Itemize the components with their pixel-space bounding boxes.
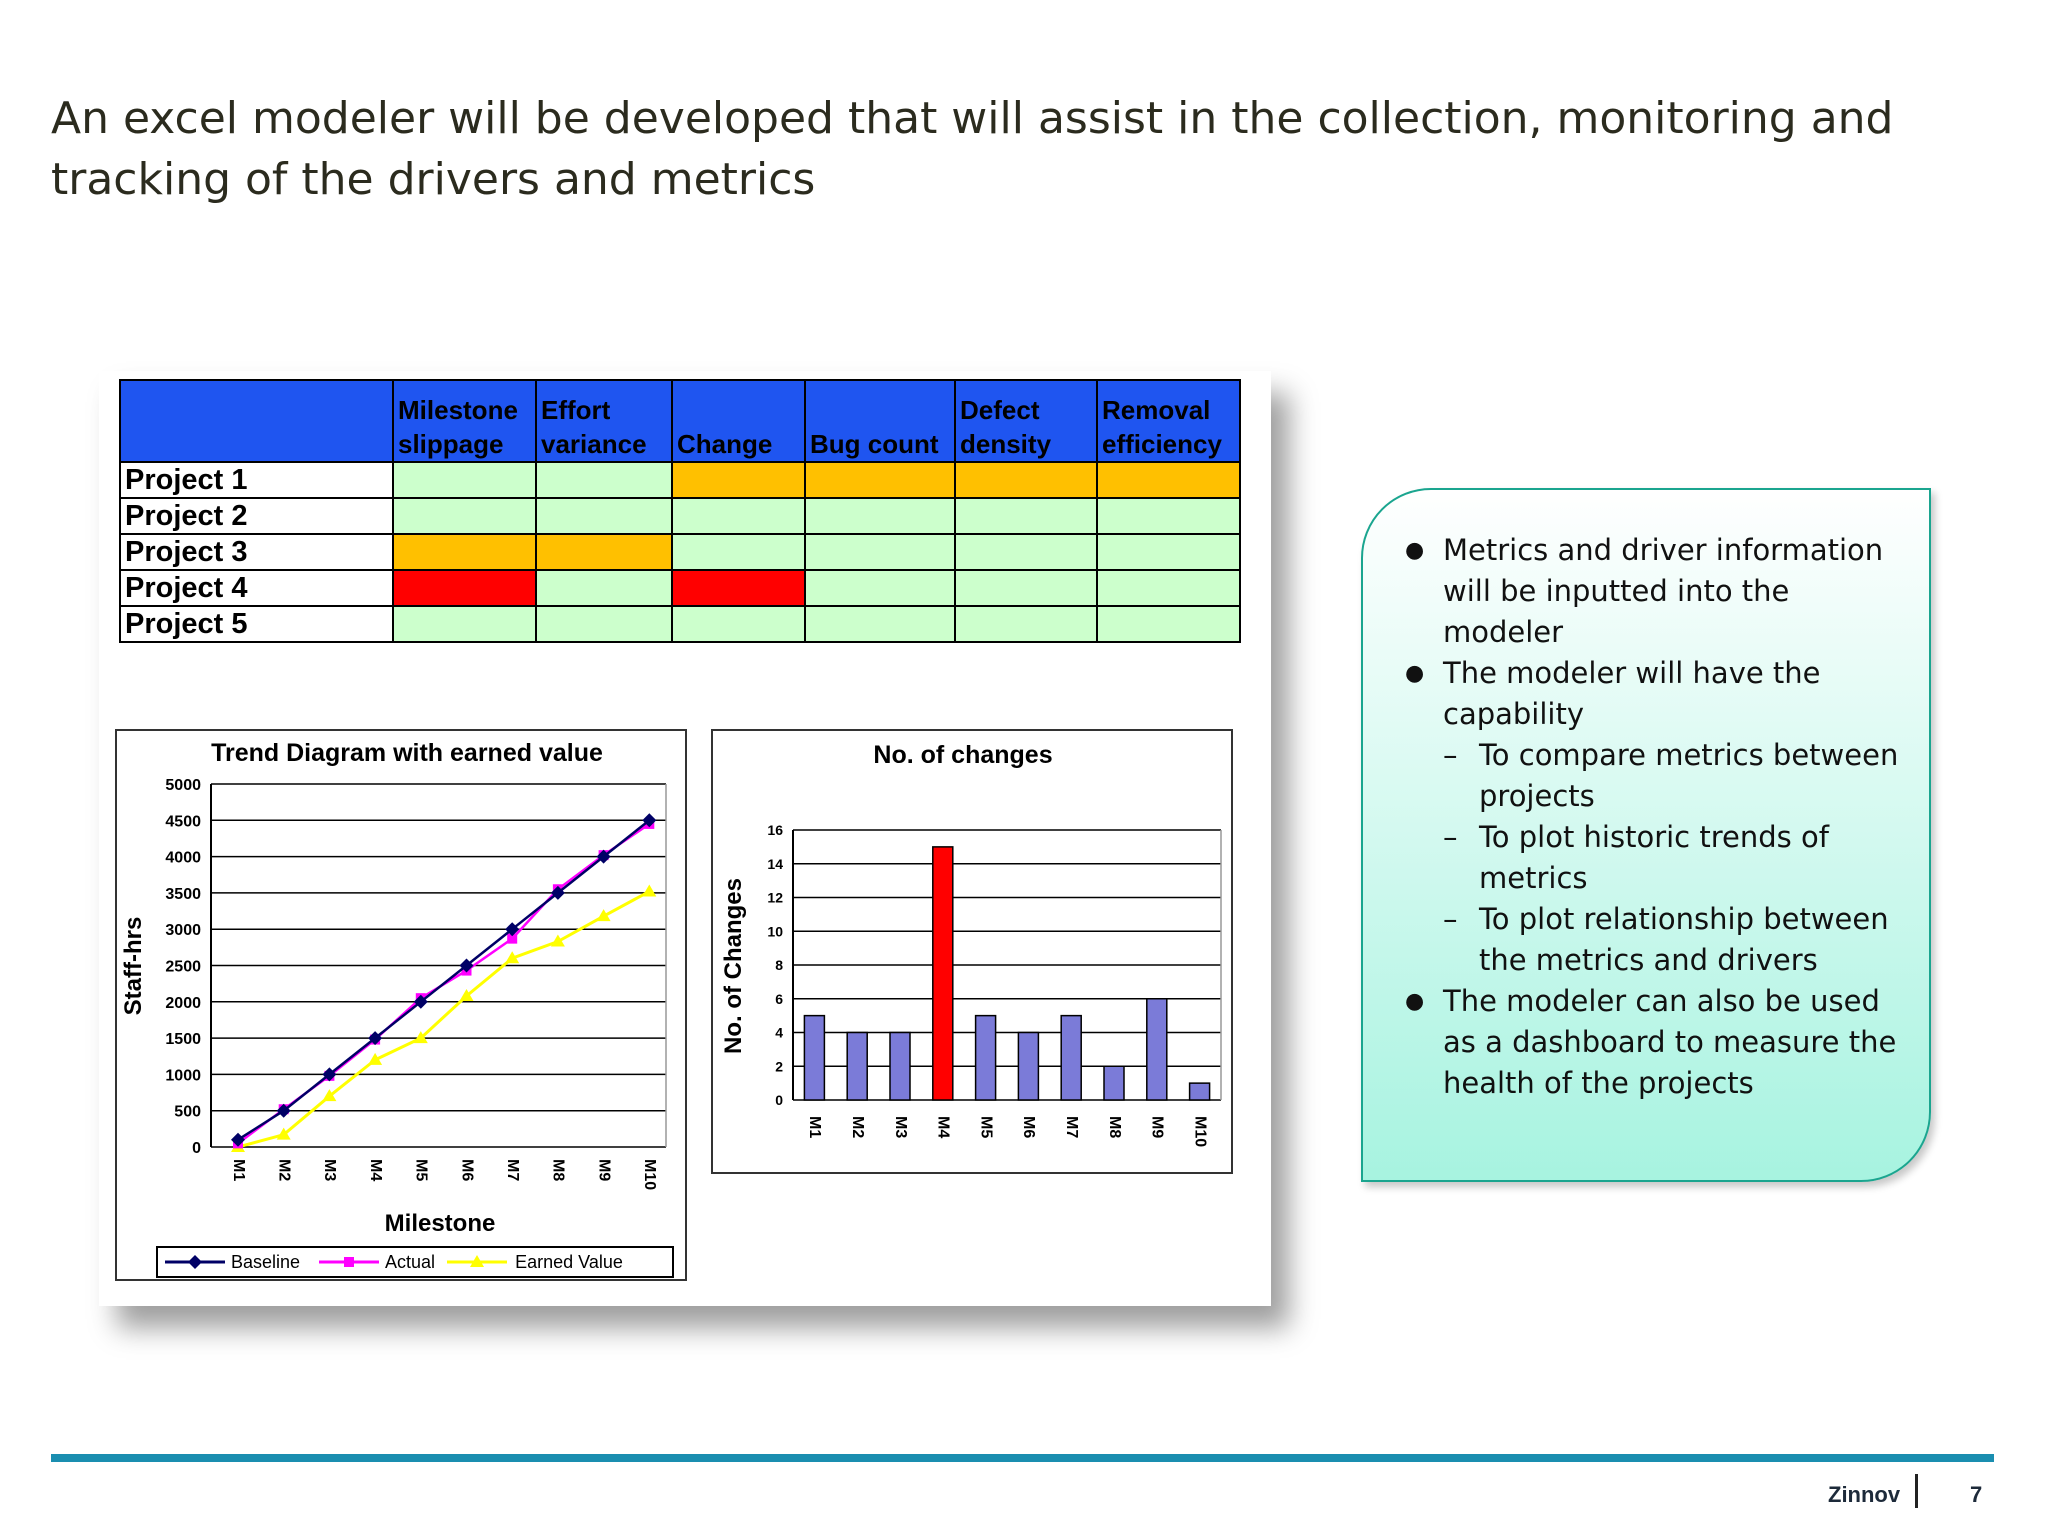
y-tick-label: 2500 (165, 958, 201, 976)
legend-label: Baseline (231, 1252, 301, 1272)
header-defect-density: Defect density (955, 380, 1097, 462)
y-axis-label: No. of Changes (720, 877, 747, 1055)
x-tick-label: M7 (1062, 1116, 1080, 1139)
status-cell (805, 462, 955, 498)
status-cell (1097, 570, 1240, 606)
status-cell (1097, 462, 1240, 498)
changes-chart (711, 729, 1233, 1174)
page-number: 7 (1970, 1482, 1983, 1507)
trend-chart (115, 729, 687, 1281)
x-tick-label: M4 (934, 1116, 952, 1139)
table-row (120, 534, 1240, 570)
status-cell (393, 570, 536, 606)
bar-m1 (804, 1016, 824, 1100)
status-cell (393, 606, 536, 642)
chart-title: Trend Diagram with earned value (211, 739, 603, 767)
status-cell (672, 462, 805, 498)
x-tick-label: M5 (977, 1116, 995, 1139)
bar-m2 (847, 1033, 867, 1101)
x-tick-label: M8 (549, 1159, 567, 1182)
y-tick-label: 1500 (165, 1031, 201, 1049)
legend-label: Earned Value (515, 1252, 623, 1272)
y-tick-label: 0 (192, 1140, 201, 1157)
y-tick-label: 3500 (165, 885, 201, 903)
status-cell (536, 498, 672, 534)
header-change: Change (672, 380, 805, 462)
x-tick-label: M1 (806, 1116, 824, 1139)
callout-subbullet: – To plot relationship between the metrics and drivers (1405, 899, 1909, 981)
status-cell (805, 606, 955, 642)
bar-m4 (933, 847, 953, 1100)
y-tick-label: 4500 (165, 813, 201, 831)
x-tick-label: M7 (503, 1159, 521, 1182)
status-cell (672, 498, 805, 534)
callout-subbullet: – To compare metrics between projects (1405, 735, 1909, 817)
status-cell (672, 570, 805, 606)
x-tick-label: M6 (1020, 1116, 1038, 1139)
x-tick-label: M9 (1148, 1116, 1166, 1139)
y-tick-label: 5000 (165, 777, 201, 794)
callout-bullet: ● The modeler can also be used as a dashboard to measure the health of the projects (1405, 981, 1909, 1104)
bar-m5 (976, 1016, 996, 1100)
bar-m7 (1061, 1016, 1081, 1100)
table-row (120, 462, 1240, 498)
chart-title: No. of changes (873, 741, 1053, 769)
series-line-baseline (238, 820, 649, 1139)
status-cell (955, 570, 1097, 606)
callout-bullet: ● The modeler will have the capability (1405, 653, 1909, 735)
status-cell (536, 570, 672, 606)
y-tick-label: 10 (767, 923, 783, 940)
status-cell (805, 570, 955, 606)
table-header-row (120, 380, 1240, 462)
status-cell (393, 462, 536, 498)
header-removal-efficiency: Removal efficiency (1097, 380, 1240, 462)
table-corner-cell (120, 380, 393, 462)
slide-title: An excel modeler will be developed that will assist in the collection, monitoring and tracking of the drivers and metrics (51, 93, 1894, 205)
table-row (120, 498, 1240, 534)
bar-m9 (1147, 999, 1167, 1100)
status-cell (955, 606, 1097, 642)
x-tick-label: M6 (458, 1159, 476, 1182)
x-tick-label: M3 (891, 1116, 909, 1139)
header-milestone-slippage: Milestone slippage (393, 380, 536, 462)
y-tick-label: 6 (775, 990, 783, 1007)
row-label: Project 3 (120, 534, 393, 570)
bar-m8 (1104, 1066, 1124, 1100)
footer-separator (1915, 1474, 1918, 1508)
status-cell (672, 606, 805, 642)
y-tick-label: 3000 (165, 922, 201, 940)
y-tick-label: 8 (775, 957, 783, 973)
status-cell (536, 534, 672, 570)
x-tick-label: M10 (641, 1159, 659, 1191)
footer-rule (51, 1454, 1994, 1462)
x-tick-label: M2 (848, 1116, 866, 1139)
row-label: Project 4 (120, 570, 393, 606)
table-row (120, 606, 1240, 642)
row-label: Project 1 (120, 462, 393, 498)
x-tick-label: M9 (595, 1159, 613, 1182)
status-cell (1097, 606, 1240, 642)
y-tick-label: 2000 (165, 994, 201, 1012)
data-point (642, 884, 656, 896)
y-tick-label: 12 (767, 889, 783, 906)
x-tick-label: M4 (366, 1159, 384, 1182)
status-cell (805, 534, 955, 570)
y-tick-label: 500 (174, 1103, 201, 1121)
status-cell (393, 534, 536, 570)
header-effort-variance: Effort variance (536, 380, 672, 462)
x-axis-label: Milestone (384, 1210, 496, 1237)
trend-chart-svg (117, 731, 685, 1279)
bar-m10 (1190, 1083, 1210, 1100)
y-tick-label: 14 (767, 855, 783, 872)
bar-m6 (1018, 1033, 1038, 1101)
status-cell (393, 498, 536, 534)
row-label: Project 2 (120, 498, 393, 534)
x-tick-label: M8 (1105, 1116, 1123, 1139)
bar-m3 (890, 1033, 910, 1101)
y-tick-label: 1000 (165, 1067, 201, 1085)
y-tick-label: 16 (767, 822, 783, 838)
status-cell (805, 498, 955, 534)
x-tick-label: M2 (275, 1159, 293, 1182)
table-row (120, 570, 1240, 606)
status-cell (672, 534, 805, 570)
status-cell (955, 534, 1097, 570)
brand-name: Zinnov (1828, 1482, 1901, 1507)
status-cell (536, 606, 672, 642)
callout-subbullet: – To plot historic trends of metrics (1405, 817, 1909, 899)
legend-marker (344, 1257, 354, 1267)
data-point (551, 935, 565, 947)
x-tick-label: M5 (412, 1159, 430, 1182)
row-label: Project 5 (120, 606, 393, 642)
status-cell (955, 498, 1097, 534)
header-bug-count: Bug count (805, 380, 955, 462)
x-tick-label: M1 (229, 1159, 247, 1182)
status-cell (1097, 498, 1240, 534)
x-tick-label: M10 (1191, 1116, 1209, 1148)
y-tick-label: 4000 (165, 849, 201, 867)
metrics-status-table (119, 379, 1241, 643)
legend-label: Actual (385, 1252, 436, 1272)
callout-box (1361, 488, 1931, 1182)
y-axis-label: Staff-hrs (120, 916, 147, 1016)
status-cell (1097, 534, 1240, 570)
y-tick-label: 0 (775, 1092, 783, 1108)
status-cell (955, 462, 1097, 498)
status-cell (536, 462, 672, 498)
callout-list (1363, 490, 1929, 1104)
y-tick-label: 4 (775, 1024, 783, 1041)
callout-bullet: ● Metrics and driver information will be inputted into the modeler (1405, 530, 1909, 653)
changes-chart-svg (713, 731, 1231, 1172)
x-tick-label: M3 (321, 1159, 339, 1182)
y-tick-label: 2 (775, 1058, 783, 1075)
